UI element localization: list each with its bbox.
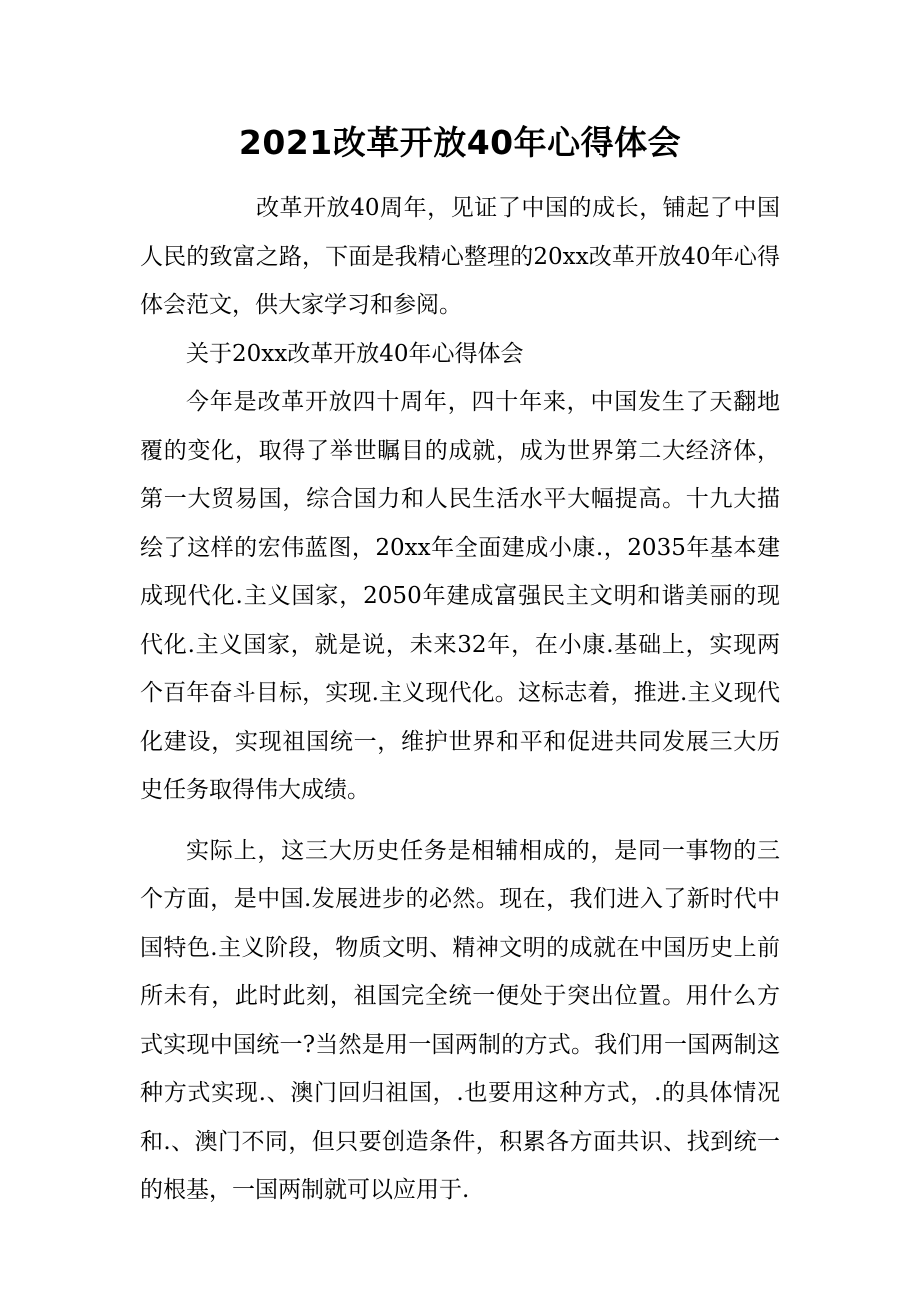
body-paragraph-2: 实际上，这三大历史任务是相辅相成的，是同一事物的三个方面，是中国.发展进步的必然。现在，我们进入了新时代中国特色.主义阶段，物质文明、精神文明的成就在中国历史上前所未有，此时此刻，祖国完全统一便处于突出位置。用什么方式实现中国统一?当然是用一国两制的方式。我们用一国两制这种方式实现.、澳门回归祖国，.也要用这种方式，.的具体情况和.、澳门不同，但只要创造条件，积累各方面共识、找到统一的根基，一国两制就可以应用于. <box>140 837 780 1203</box>
intro-paragraph: 改革开放40周年，见证了中国的成长，铺起了中国人民的致富之路，下面是我精心整理的20xx改革开放40年心得体会范文，供大家学习和参阅。 <box>140 195 780 318</box>
document-body <box>140 184 780 1215</box>
body-paragraph-1: 今年是改革开放四十周年，四十年来，中国发生了天翻地覆的变化，取得了举世瞩目的成就，成为世界第二大经济体，第一大贸易国，综合国力和人民生活水平大幅提高。十九大描绘了这样的宏伟蓝图，20xx年全面建成小康.，2035年基本建成现代化.主义国家，2050年建成富强民主文明和谐美丽的现代化.主义国家，就是说，未来32年，在小康.基础上，实现两个百年奋斗目标，实现.主义现代化。这标志着，推进.主义现代化建设，实现祖国统一，维护世界和平和促进共同发展三大历史任务取得伟大成绩。 <box>140 389 780 803</box>
section-heading: 关于20xx改革开放40年心得体会 <box>186 340 524 367</box>
document-title: 2021改革开放40年心得体会 <box>238 123 682 162</box>
